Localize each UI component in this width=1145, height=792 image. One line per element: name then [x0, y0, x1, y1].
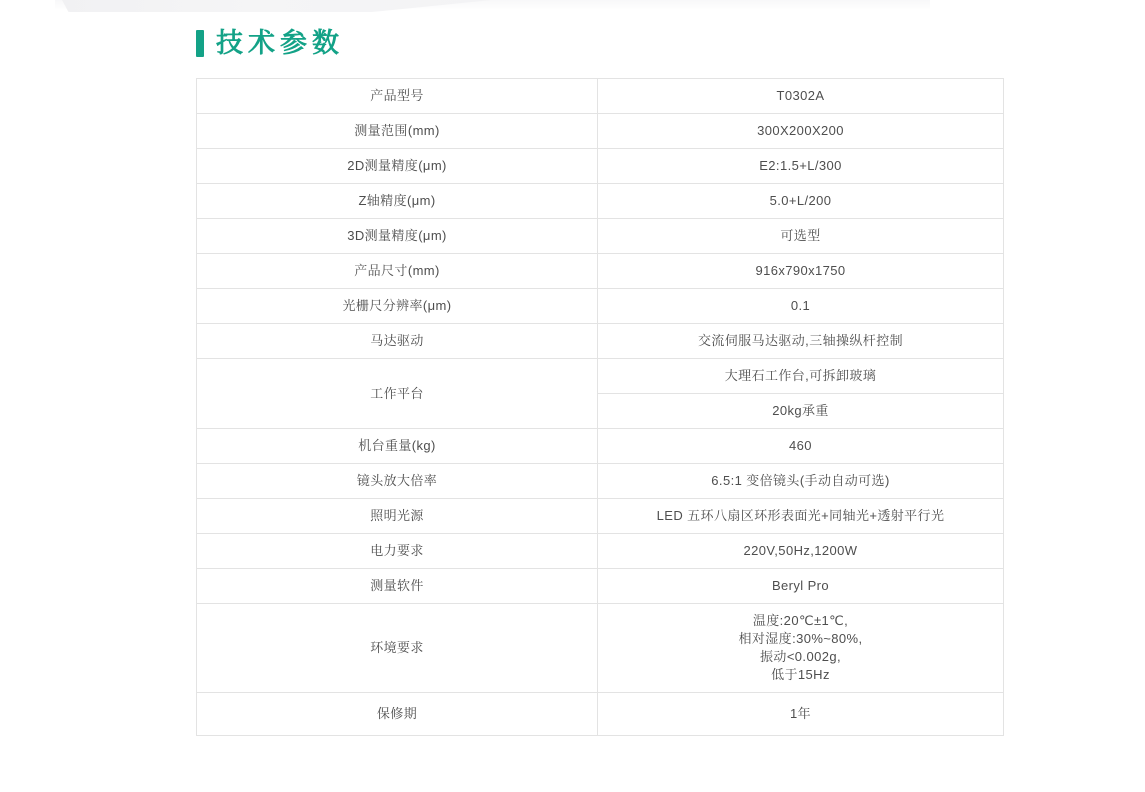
param-label-cell: 光栅尺分辨率(μm) [197, 289, 598, 324]
param-label-cell: 3D测量精度(μm) [197, 219, 598, 254]
param-label-cell: 产品型号 [197, 79, 598, 114]
spec-table-body [197, 79, 1004, 736]
param-label-cell: 机台重量(kg) [197, 429, 598, 464]
param-value-cell: 可选型 [598, 219, 1004, 254]
table-row [197, 429, 1004, 464]
section-header [196, 30, 344, 57]
table-row [197, 534, 1004, 569]
table-row [197, 324, 1004, 359]
table-row [197, 114, 1004, 149]
table-row [197, 149, 1004, 184]
param-value-cell: 交流伺服马达驱动,三轴操纵杆控制 [598, 324, 1004, 359]
param-value-cell: Beryl Pro [598, 569, 1004, 604]
param-value-cell: 1年 [598, 693, 1004, 736]
top-cropped-artifact [62, 0, 492, 12]
param-label-cell: 照明光源 [197, 499, 598, 534]
table-row [197, 569, 1004, 604]
table-row [197, 289, 1004, 324]
param-value-cell: 916x790x1750 [598, 254, 1004, 289]
param-value-cell: LED 五环八扇区环形表面光+同轴光+透射平行光 [598, 499, 1004, 534]
page-title: 技术参数 [216, 28, 344, 58]
param-label-cell: 镜头放大倍率 [197, 464, 598, 499]
spec-table-container [196, 78, 1004, 736]
table-row [197, 79, 1004, 114]
param-label-cell: 保修期 [197, 693, 598, 736]
param-value-cell: 460 [598, 429, 1004, 464]
param-value-cell: 温度:20℃±1℃, 相对湿度:30%~80%, 振动<0.002g, 低于15Hz [598, 604, 1004, 693]
table-row [197, 499, 1004, 534]
table-row [197, 693, 1004, 736]
param-value-cell: 6.5:1 变倍镜头(手动自动可选) [598, 464, 1004, 499]
table-row [197, 464, 1004, 499]
table-row [197, 604, 1004, 693]
top-cropped-artifact-band [55, 0, 930, 9]
param-label-cell: 2D测量精度(μm) [197, 149, 598, 184]
param-label-cell: 电力要求 [197, 534, 598, 569]
param-label-cell: 工作平台 [197, 359, 598, 429]
param-value-cell: 0.1 [598, 289, 1004, 324]
param-value-cell: E2:1.5+L/300 [598, 149, 1004, 184]
param-label-cell: Z轴精度(μm) [197, 184, 598, 219]
param-value-cell: 220V,50Hz,1200W [598, 534, 1004, 569]
table-row [197, 184, 1004, 219]
param-label-cell: 马达驱动 [197, 324, 598, 359]
table-row [197, 219, 1004, 254]
param-value-cell: T0302A [598, 79, 1004, 114]
param-value-cell: 大理石工作台,可拆卸玻璃 [598, 359, 1004, 394]
param-label-cell: 测量软件 [197, 569, 598, 604]
table-row [197, 254, 1004, 289]
title-accent-bar [196, 30, 204, 57]
spec-table [196, 78, 1004, 736]
param-label-cell: 环境要求 [197, 604, 598, 693]
param-label-cell: 产品尺寸(mm) [197, 254, 598, 289]
param-value-cell: 5.0+L/200 [598, 184, 1004, 219]
table-row [197, 359, 1004, 394]
param-label-cell: 测量范围(mm) [197, 114, 598, 149]
param-value-cell: 20kg承重 [598, 394, 1004, 429]
param-value-cell: 300X200X200 [598, 114, 1004, 149]
